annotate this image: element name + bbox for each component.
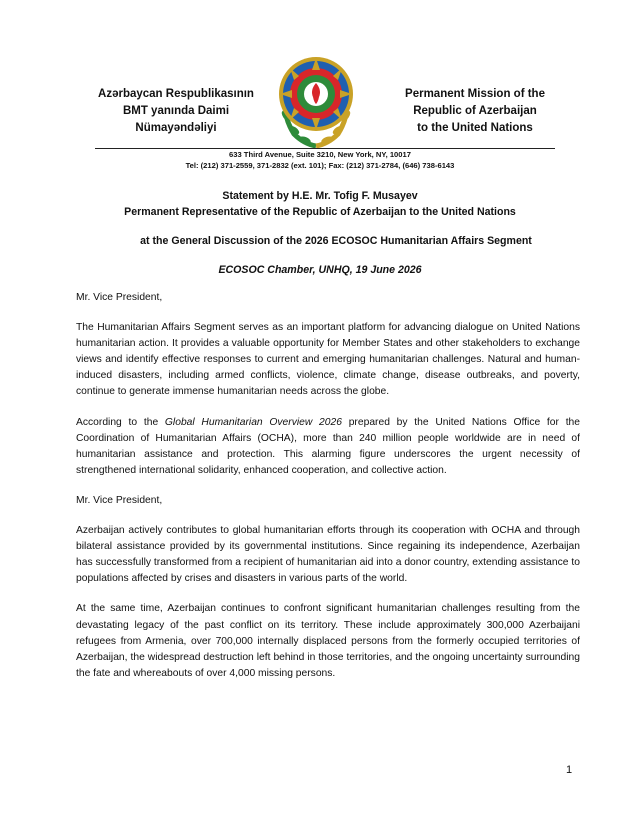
salutation: Mr. Vice President, — [76, 494, 163, 506]
state-emblem-icon — [270, 50, 362, 150]
letterhead-left-line: BMT yanında Daimi — [122, 105, 230, 117]
page-number: 1 — [566, 764, 573, 776]
letterhead-left-line: Nümayəndəliyi — [135, 122, 217, 134]
statement-speaker-role: Permanent Representative of the Republic of Azerbaijan to the United Nations — [124, 206, 516, 218]
mission-phones: Tel: (212) 371-2559, 371-2832 (ext. 101); Fax: (212) 371-2784, (646) 738-6143 — [185, 161, 455, 170]
salutation: Mr. Vice President, — [76, 292, 163, 303]
letterhead-right-line: Republic of Azerbaijan — [413, 105, 537, 117]
paragraph-text: According to the — [76, 416, 165, 428]
report-title: Global Humanitarian Overview 2026 — [164, 416, 342, 428]
paragraph-text: prepared by the United Nations Office for the Coordination of Humanitarian Affairs (OCHA), more than 240 million people worldwide are in need of humanitarian assistance and protection. This alarming figure underscores the urgent necessity of strengthened international solidarity, enhanced cooperation, and collective action. — [76, 416, 581, 476]
letterhead-left — [76, 86, 276, 137]
statement-title: Statement by H.E. Mr. Tofig F. Musayev — [222, 190, 418, 202]
paragraph: Azerbaijan actively contributes to global humanitarian efforts through its cooperation with OCHA and through bilateral assistance provided by its governmental institutions. Since regaining its independence, Azerbaijan has successfully transformed from a recipient of humanitarian aid into a donor country, extending assistance to populations affected by crises and disasters in various parts of the world. — [76, 525, 580, 585]
statement-occasion: at the General Discussion of the 2026 ECOSOC Humanitarian Affairs Segment — [140, 235, 532, 247]
letterhead-left-line: Azərbaycan Respublikasının — [98, 88, 254, 100]
statement-body — [76, 290, 580, 682]
paragraph: At the same time, Azerbaijan continues to confront significant humanitarian challenges resulting from the devastating legacy of the past conflict on its territory. These include approximately 300,000 Azerbaijani refugees from Armenia, over 700,000 internally displaced persons from the formerly occupied territories of Azerbaijan, the widespread destruction left behind in those territories, and the ongoing uncertainty surrounding the fate and whereabouts of over 4,000 missing persons. — [76, 603, 580, 679]
mission-address: 633 Third Avenue, Suite 3210, New York, NY, 10017 — [229, 150, 411, 159]
statement-venue-date: ECOSOC Chamber, UNHQ, 19 June 2026 — [218, 264, 422, 276]
paragraph — [76, 415, 580, 479]
letterhead-right-line: to the United Nations — [417, 122, 533, 134]
paragraph: The Humanitarian Affairs Segment serves as an important platform for advancing dialogue on United Nations humanitarian action. It provides a valuable opportunity for Member States and other stakeholders to exchange views and identify effective responses to current and emerging humanitarian challenges. Natural and human-induced disasters, including armed conflicts, violence, climate change, disease outbreaks, and poverty, continue to generate immense humanitarian needs across the globe. — [76, 322, 580, 398]
letterhead-right-line: Permanent Mission of the — [405, 88, 545, 100]
letterhead-right — [375, 86, 575, 137]
